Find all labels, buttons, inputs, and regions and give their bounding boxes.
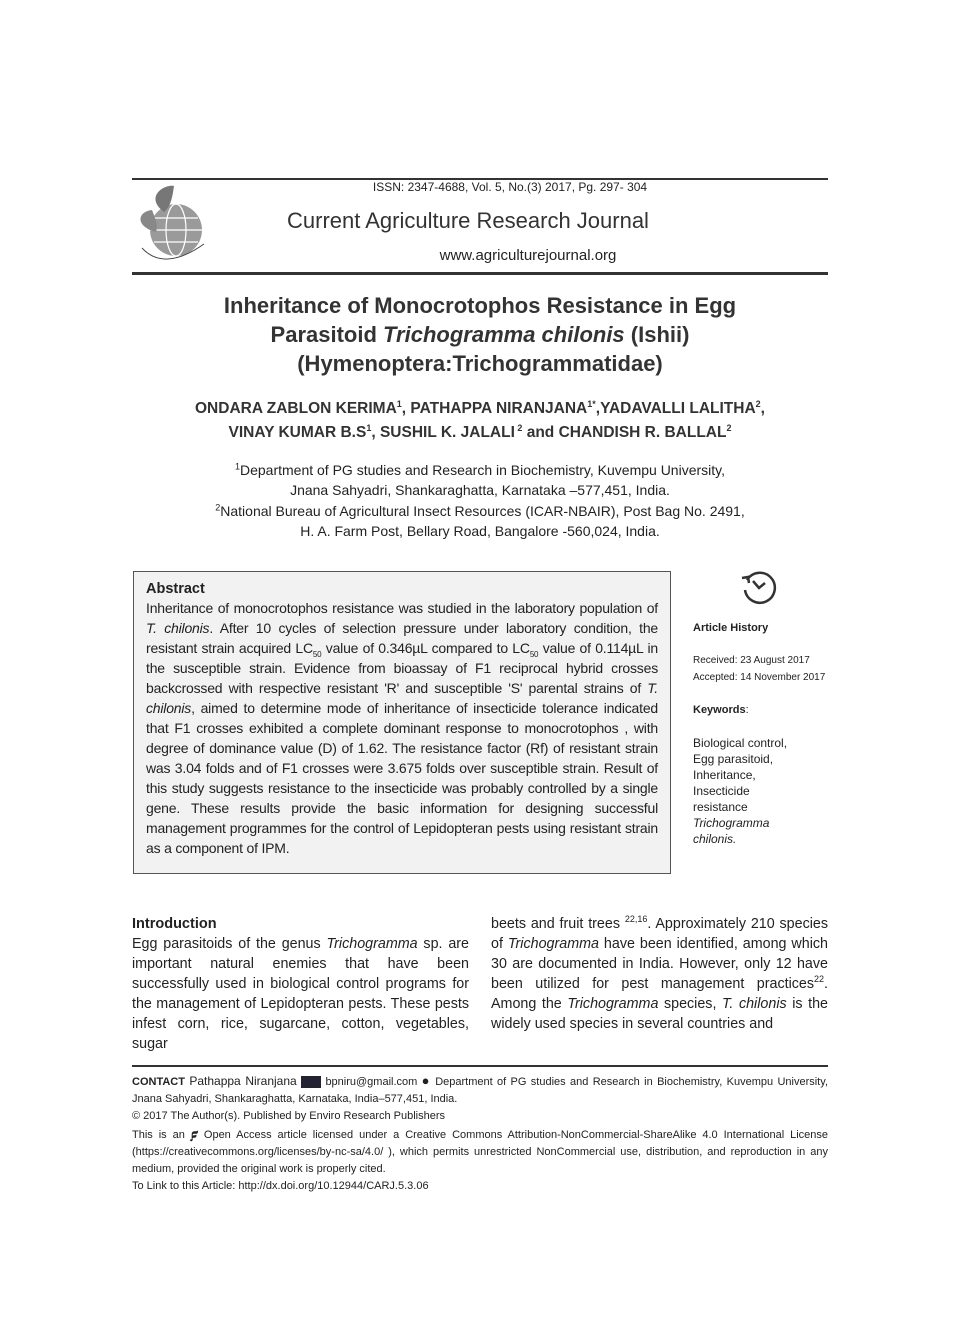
separator: , — [401, 400, 411, 417]
issn-line: ISSN: 2347-4688, Vol. 5, No.(3) 2017, Pg. 297- 304 — [372, 180, 648, 194]
separator: and — [522, 424, 559, 441]
intro-column-2 — [491, 914, 828, 1034]
text: . After 10 cycles of selection pressure under laboratory condition, the resistant strain acquired LC — [146, 620, 658, 656]
article-title — [132, 291, 828, 378]
header-bottom-rule — [132, 272, 828, 275]
affiliations — [132, 460, 828, 541]
species: T. chilonis — [722, 996, 787, 1012]
title-text: Parasitoid — [270, 322, 384, 347]
separator: , — [595, 400, 601, 417]
contact-label: CONTACT — [132, 1076, 185, 1088]
location-pin-icon: ● — [421, 1073, 431, 1088]
title-line: Inheritance of Monocrotophos Resistance in Egg — [223, 293, 737, 318]
subscript: 50 — [312, 649, 322, 659]
separator: , — [371, 424, 380, 441]
introduction-heading: Introduction — [132, 916, 217, 932]
title-line — [132, 320, 828, 349]
author-name: VINAY KUMAR B.S — [228, 424, 367, 441]
article-history-heading: Article History — [693, 622, 769, 634]
footer — [132, 1072, 828, 1195]
colon: : — [745, 704, 749, 716]
author-sup: 2 — [514, 422, 523, 433]
history-clock-icon — [739, 568, 777, 606]
affil-sup: 1 — [234, 461, 240, 472]
text: Egg parasitoids of the genus — [132, 936, 327, 952]
author-list — [132, 397, 828, 445]
envelope-icon — [301, 1076, 321, 1088]
intro-column-1 — [132, 914, 469, 1054]
text: , aimed to determine mode of inheritance of insecticide tolerance indicated that F1 crosses exhibited a complete dominant response to monocrotophos , with degree of dominance value (D) of 1.62. The resistance factor (Rf) of resistant strain was 3.04 folds and of F1 crosses were 3.675 folds over susceptible strain. Result of this study suggests resistance to the insecticide was probably controlled by a single gene. These results provide the basic information for designing successful management programmes for the control of Lepidopteran pests using resistant strain as a component of IPM. — [146, 700, 658, 856]
license-text: Open Access article licensed under a Creative Commons Attribution-NonCommercial-ShareAlike 4.0 International License (https://creativecommons.org/licenses/by-nc-sa/4.0/ ), which permits unrestricted NonCommercial use, distribution, and reproduction in any medium, provided the original work is properly cited. — [132, 1129, 828, 1175]
keywords-heading: Keywords — [693, 704, 746, 716]
title-line: (Hymenoptera:Trichogrammatidae) — [297, 351, 663, 376]
author-sup: 2 — [755, 398, 761, 409]
open-access-icon: 𝟋 — [190, 1125, 198, 1141]
keyword: Insecticide — [693, 784, 750, 798]
abstract-heading: Abstract — [146, 581, 205, 597]
text: Inheritance of monocrotophos resistance was studied in the laboratory population of — [146, 600, 658, 616]
abstract-text — [146, 598, 658, 858]
subscript: 50 — [529, 649, 539, 659]
contact-name: Pathappa Niranjana — [189, 1074, 297, 1088]
affiliation-1: Department of PG studies and Research in Biochemistry, Kuvempu University, — [239, 462, 726, 478]
species: Trichogramma — [507, 936, 599, 952]
author-name: CHANDISH R. BALLAL — [558, 424, 727, 441]
text: have been identified, among which 30 are documented in India. However, only 12 have been utilized for pest management practices — [491, 936, 828, 992]
keyword: Inheritance, — [693, 768, 756, 782]
article-sidebar — [693, 568, 828, 847]
keyword: Biological control, — [693, 736, 788, 750]
text: . Among the — [491, 976, 828, 1012]
author-name: PATHAPPA NIRANJANA — [410, 400, 588, 417]
author-sup: 2 — [726, 422, 732, 433]
separator: , — [760, 400, 765, 417]
accepted-date: Accepted: 14 November 2017 — [693, 672, 826, 683]
keyword: Trichogramma — [693, 816, 770, 830]
text: value of 0.346µL compared to LC — [321, 640, 530, 656]
text: sp. are important natural enemies that have been successfully used in biological control programs for the management of Lepidopteran pests. These pests infest corn, rice, sugarcane, cotton, vegetables, sugar — [132, 936, 469, 1052]
text: . Approximately 210 species of — [491, 916, 828, 952]
text: is the widely used species in several countries and — [491, 996, 828, 1032]
author-name: SUSHIL K. JALALI — [379, 424, 515, 441]
species: Trichogramma — [567, 996, 659, 1012]
keyword: Egg parasitoid, — [693, 752, 774, 766]
abstract-box — [133, 571, 671, 874]
title-text: (Ishii) — [624, 322, 690, 347]
author-name: YADAVALLI LALITHA — [600, 400, 756, 417]
affiliation-2: National Bureau of Agricultural Insect Resources (ICAR-NBAIR), Post Bag No. 2491, — [220, 502, 745, 519]
text: value of 0.114µL in the susceptible strain. Evidence from bioassay of F1 reciprocal hybrid crosses backcrossed with respective resistant 'R' and susceptible 'S' parental strains of — [146, 640, 658, 696]
species: Trichogramma — [326, 936, 418, 952]
citation: 22 — [814, 974, 825, 985]
affiliation-2-line2: H. A. Farm Post, Bellary Road, Bangalore -560,024, India. — [300, 522, 660, 539]
journal-url[interactable]: www.agriculturejournal.org — [439, 247, 617, 264]
author-sup: 1* — [587, 398, 596, 409]
footer-rule — [132, 1065, 828, 1067]
text: beets and fruit trees — [491, 916, 625, 932]
received-date: Received: 23 August 2017 — [693, 655, 810, 666]
contact-address: Department of PG studies and Research in Biochemistry, Kuvempu University, Jnana Sahyadri, Shankaraghatta, Karnataka, India–577,451, India. — [132, 1076, 828, 1105]
species: T. chilonis — [146, 620, 210, 636]
doi-link[interactable]: To Link to this Article: http://dx.doi.org/10.12944/CARJ.5.3.06 — [132, 1180, 429, 1192]
keyword: chilonis. — [693, 832, 737, 846]
keyword: resistance — [693, 800, 748, 814]
author-sup: 1 — [366, 422, 372, 433]
species: T. chilonis — [146, 680, 658, 716]
title-species: Trichogramma chilonis — [383, 322, 625, 347]
author-name: ONDARA ZABLON KERIMA — [195, 400, 397, 417]
author-sup: 1 — [396, 398, 402, 409]
text: species, — [658, 996, 722, 1012]
license-text: This is an — [132, 1129, 191, 1141]
affil-sup: 2 — [215, 501, 221, 512]
copyright: © 2017 The Author(s). Published by Enviro Research Publishers — [132, 1110, 446, 1122]
journal-title: Current Agriculture Research Journal — [287, 208, 649, 233]
contact-email[interactable]: bpniru@gmail.com — [325, 1076, 418, 1088]
citation: 22,16 — [624, 914, 648, 925]
affiliation-1-line2: Jnana Sahyadri, Shankaraghatta, Karnataka –577,451, India. — [290, 482, 670, 499]
